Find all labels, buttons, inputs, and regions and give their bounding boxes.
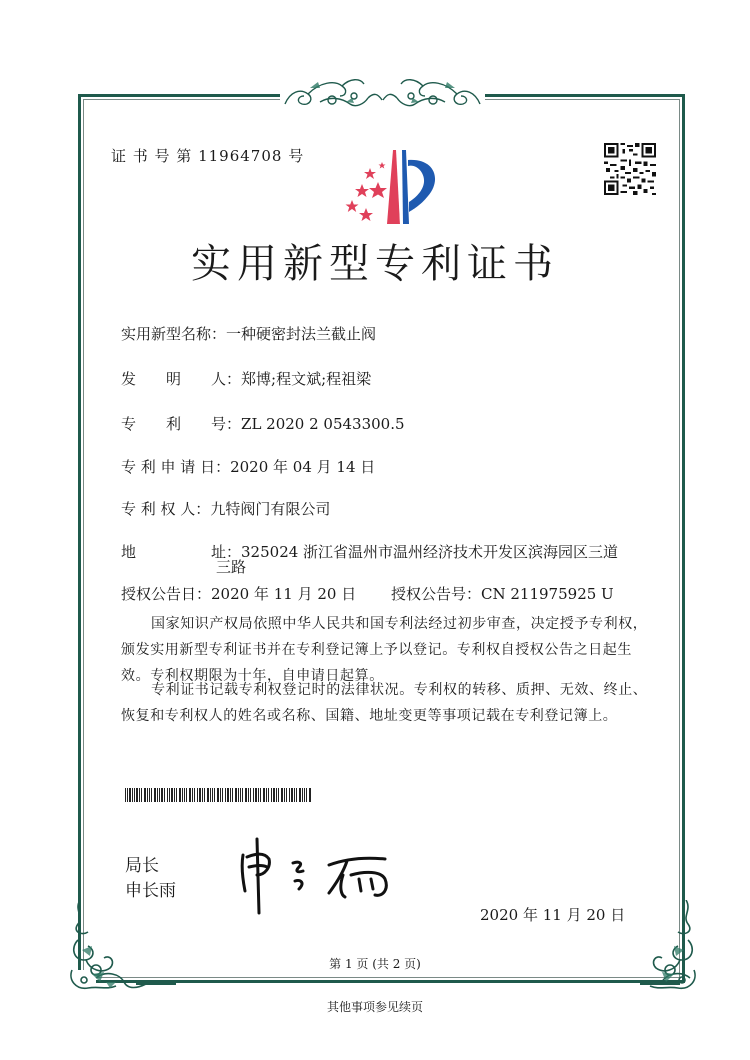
field-label: 专 利 申 请 日： xyxy=(121,458,231,476)
barcode-icon xyxy=(125,788,311,802)
certificate-number-value: 11964708 xyxy=(198,147,283,165)
field-patent-number xyxy=(121,413,405,434)
field-label: 授权公告日： xyxy=(121,585,212,603)
page-indicator: 第 1 页 (共 2 页) xyxy=(329,957,421,971)
handwritten-signature-icon xyxy=(235,835,405,915)
footer-note: 其他事项参见续页 xyxy=(326,1000,423,1014)
issue-date: 2020 年 11 月 20 日 xyxy=(480,906,626,924)
field-inventors xyxy=(121,368,371,389)
signatory-name: 申长雨 xyxy=(125,881,176,901)
field-filing-date xyxy=(121,456,375,477)
certificate-title: 实用新型专利证书 xyxy=(191,241,559,287)
field-label: 专 利 权 人： xyxy=(121,500,211,518)
field-value: 一种硬密封法兰截止阀 xyxy=(226,325,377,343)
field-grant-publication-date xyxy=(121,583,356,604)
certificate-number-suffix: 号 xyxy=(288,147,305,165)
field-value: CN 211975925 U xyxy=(481,585,614,603)
field-label: 地 址： xyxy=(121,543,242,561)
field-value: 九特阀门有限公司 xyxy=(210,500,331,518)
qr-code-icon xyxy=(604,143,656,195)
field-value: 2020 年 11 月 20 日 xyxy=(211,585,357,603)
field-value: 325024 浙江省温州市温州经济技术开发区滨海园区三道 xyxy=(241,543,619,561)
corner-ornament-bottom-right-icon xyxy=(640,900,750,1000)
field-label: 实用新型名称： xyxy=(121,325,227,343)
field-grant-publication-number xyxy=(391,583,614,604)
field-address xyxy=(121,541,618,562)
field-address-continuation: 三路 xyxy=(216,558,247,576)
certificate-statement-paragraph: 国家知识产权局依照中华人民共和国专利法经过初步审查，决定授予专利权，颁发实用新型专利证书并在专利登记簿上予以登记。专利权自授权公告之日起生效。专利权期限为十年，自申请日起算。 xyxy=(121,616,648,684)
field-label: 发 明 人： xyxy=(121,370,242,388)
field-label: 授权公告号： xyxy=(391,585,482,603)
legal-status-paragraph: 专利证书记载专利权登记时的法律状况。专利权的转移、质押、无效、终止、恢复和专利权人的姓名或名称、国籍、地址变更等事项记载在专利登记簿上。 xyxy=(121,682,648,724)
certificate-number-label: 证 书 号 第 xyxy=(111,147,193,165)
dragon-ornament-icon xyxy=(280,74,485,114)
field-label: 专 利 号： xyxy=(121,415,242,433)
cnipa-logo-icon xyxy=(330,140,440,230)
field-value: 郑博;程文斌;程祖梁 xyxy=(241,370,372,388)
field-utility-model-name xyxy=(121,323,376,344)
field-value: 2020 年 04 月 14 日 xyxy=(230,458,376,476)
field-value: ZL 2020 2 0543300.5 xyxy=(241,415,405,433)
field-patentee xyxy=(121,498,330,519)
corner-ornament-bottom-left-icon xyxy=(66,900,176,1000)
certificate-number xyxy=(111,145,304,166)
signatory-title: 局长 xyxy=(125,856,159,876)
